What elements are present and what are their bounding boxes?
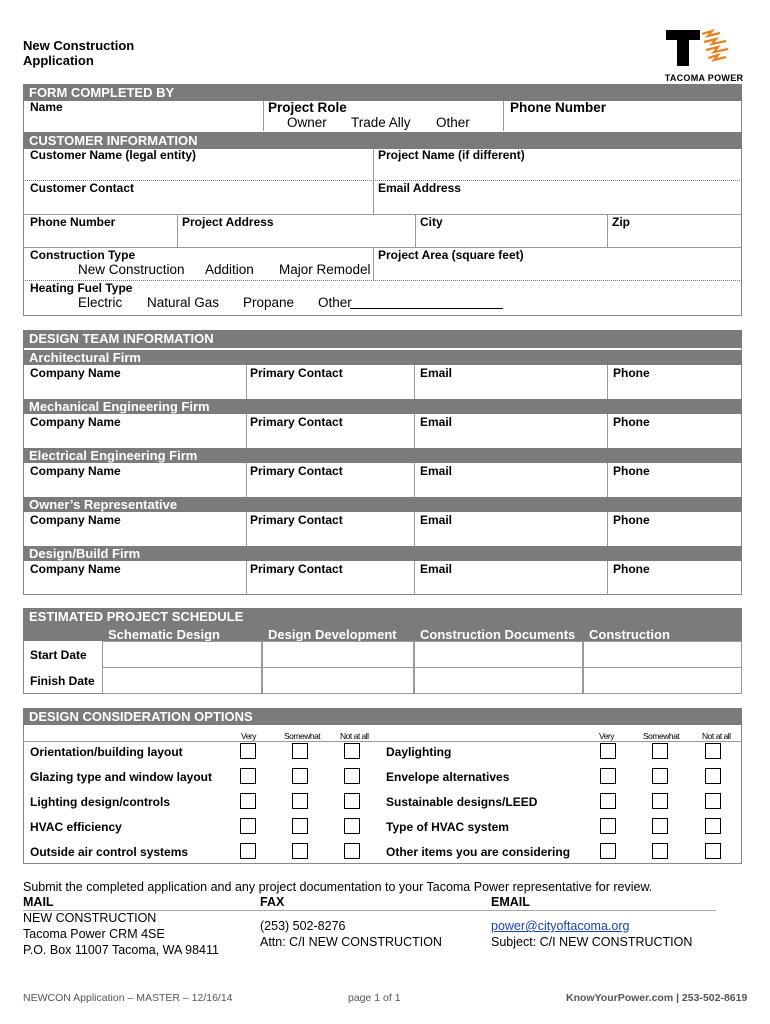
scale-somewhat-left: Somewhat bbox=[284, 731, 321, 741]
divider bbox=[607, 463, 608, 497]
fax-label: FAX bbox=[260, 895, 285, 909]
firm-primary-contact-label[interactable]: Primary Contact bbox=[250, 366, 343, 380]
fuel-other[interactable]: Other bbox=[318, 295, 352, 310]
option-left-label: Lighting design/controls bbox=[30, 795, 170, 809]
divider bbox=[414, 365, 415, 399]
checkbox-very[interactable] bbox=[600, 843, 616, 859]
form-completed-by-heading: FORM COMPLETED BY bbox=[23, 84, 742, 101]
form-title bbox=[23, 38, 134, 68]
footer-contact: KnowYourPower.com | 253-502-8619 bbox=[566, 992, 748, 1004]
checkbox-not-at-all[interactable] bbox=[344, 793, 360, 809]
divider bbox=[607, 365, 608, 399]
tacoma-power-logo bbox=[664, 28, 744, 83]
name-label[interactable]: Name bbox=[30, 100, 63, 114]
phone-number-label[interactable]: Phone Number bbox=[510, 100, 607, 115]
option-left-label: Outside air control systems bbox=[30, 845, 189, 859]
checkbox-very[interactable] bbox=[240, 818, 256, 834]
finish-construction-cell[interactable] bbox=[583, 667, 742, 694]
start-construction-documents-cell[interactable] bbox=[414, 641, 583, 668]
option-right-label: Type of HVAC system bbox=[386, 820, 509, 834]
divider bbox=[415, 214, 416, 247]
checkbox-very[interactable] bbox=[600, 743, 616, 759]
checkbox-very[interactable] bbox=[600, 793, 616, 809]
footer-page: page 1 of 1 bbox=[348, 992, 401, 1004]
fax-number: (253) 502-8276 bbox=[260, 919, 346, 933]
checkbox-somewhat[interactable] bbox=[652, 793, 668, 809]
firm-company-name-label[interactable]: Company Name bbox=[30, 415, 121, 429]
firm-phone-label[interactable]: Phone bbox=[613, 366, 650, 380]
start-schematic-cell[interactable] bbox=[102, 641, 262, 668]
mail-line-2: Tacoma Power CRM 4SE bbox=[23, 927, 165, 941]
design-team-heading: DESIGN TEAM INFORMATION bbox=[23, 330, 742, 348]
logo-t-bolt-icon bbox=[664, 28, 744, 68]
finish-construction-documents-cell[interactable] bbox=[414, 667, 583, 694]
schedule-col-construction: Construction bbox=[589, 627, 670, 642]
divider bbox=[246, 365, 247, 399]
firm-email-label[interactable]: Email bbox=[420, 464, 453, 478]
project-address-label[interactable]: Project Address bbox=[182, 215, 274, 229]
heating-fuel-label: Heating Fuel Type bbox=[30, 281, 133, 295]
firm-company-name-label[interactable]: Company Name bbox=[30, 366, 121, 380]
mail-line-1: NEW CONSTRUCTION bbox=[23, 911, 157, 925]
firm-heading: Design/Build Firm bbox=[23, 546, 742, 561]
divider bbox=[177, 214, 178, 247]
customer-phone-label[interactable]: Phone Number bbox=[30, 215, 116, 229]
divider bbox=[607, 512, 608, 546]
divider bbox=[246, 414, 247, 448]
firm-phone-label[interactable]: Phone bbox=[613, 415, 650, 429]
firm-heading: Electrical Engineering Firm bbox=[23, 448, 742, 463]
option-right-label: Sustainable designs/LEED bbox=[386, 795, 538, 809]
divider bbox=[373, 247, 374, 280]
option-right-label: Envelope alternatives bbox=[386, 770, 510, 784]
construction-new[interactable]: New Construction bbox=[78, 262, 185, 277]
checkbox-very[interactable] bbox=[600, 818, 616, 834]
checkbox-very[interactable] bbox=[600, 768, 616, 784]
checkbox-very[interactable] bbox=[240, 768, 256, 784]
checkbox-not-at-all[interactable] bbox=[344, 843, 360, 859]
start-construction-cell[interactable] bbox=[583, 641, 742, 668]
form-title-line2: Application bbox=[23, 53, 94, 68]
option-left-label: HVAC efficiency bbox=[30, 820, 122, 834]
firm-company-name-label[interactable]: Company Name bbox=[30, 464, 121, 478]
divider bbox=[414, 561, 415, 595]
firm-phone-label[interactable]: Phone bbox=[613, 513, 650, 527]
mail-label: MAIL bbox=[23, 895, 54, 909]
city-label[interactable]: City bbox=[420, 215, 443, 229]
firm-email-label[interactable]: Email bbox=[420, 415, 453, 429]
firm-heading: Mechanical Engineering Firm bbox=[23, 399, 742, 414]
construction-major-remodel[interactable]: Major Remodel bbox=[279, 262, 371, 277]
scale-very-right: Very bbox=[599, 731, 615, 741]
option-right-label: Daylighting bbox=[386, 745, 452, 759]
checkbox-not-at-all[interactable] bbox=[344, 818, 360, 834]
scale-not-at-all-left: Not at all bbox=[340, 731, 369, 741]
checkbox-very[interactable] bbox=[240, 743, 256, 759]
divider bbox=[246, 463, 247, 497]
scale-not-at-all-right: Not at all bbox=[702, 731, 731, 741]
schedule-col-design-development: Design Development bbox=[268, 627, 397, 642]
checkbox-not-at-all[interactable] bbox=[705, 793, 721, 809]
divider bbox=[373, 148, 374, 214]
fuel-natural-gas[interactable]: Natural Gas bbox=[147, 295, 220, 310]
firm-heading: Architectural Firm bbox=[23, 350, 742, 365]
option-right-label: Other items you are considering bbox=[386, 845, 571, 859]
divider bbox=[607, 214, 608, 247]
checkbox-somewhat[interactable] bbox=[652, 768, 668, 784]
fuel-electric[interactable]: Electric bbox=[78, 295, 123, 310]
checkbox-not-at-all[interactable] bbox=[705, 843, 721, 859]
schedule-heading: ESTIMATED PROJECT SCHEDULE bbox=[29, 609, 244, 624]
mail-line-3: P.O. Box 11007 Tacoma, WA 98411 bbox=[23, 943, 219, 957]
firm-company-name-label[interactable]: Company Name bbox=[30, 513, 121, 527]
divider bbox=[607, 414, 608, 448]
checkbox-not-at-all[interactable] bbox=[705, 818, 721, 834]
firm-email-label[interactable]: Email bbox=[420, 562, 453, 576]
fuel-propane[interactable]: Propane bbox=[243, 295, 295, 310]
checkbox-somewhat[interactable] bbox=[292, 818, 308, 834]
checkbox-not-at-all[interactable] bbox=[705, 768, 721, 784]
email-address-label[interactable]: Email Address bbox=[378, 181, 461, 195]
checkbox-somewhat[interactable] bbox=[292, 793, 308, 809]
email-label: EMAIL bbox=[491, 895, 530, 909]
divider bbox=[414, 414, 415, 448]
checkbox-very[interactable] bbox=[240, 793, 256, 809]
design-options-heading: DESIGN CONSIDERATION OPTIONS bbox=[23, 708, 742, 725]
project-role-label: Project Role bbox=[268, 100, 347, 115]
divider bbox=[23, 214, 742, 215]
checkbox-not-at-all[interactable] bbox=[705, 743, 721, 759]
finish-schematic-cell[interactable] bbox=[102, 667, 262, 694]
scale-very-left: Very bbox=[241, 731, 257, 741]
schedule-col-construction-documents: Construction Documents bbox=[420, 627, 576, 642]
divider bbox=[414, 463, 415, 497]
checkbox-very[interactable] bbox=[240, 843, 256, 859]
customer-name-label[interactable]: Customer Name (legal entity) bbox=[30, 148, 197, 162]
firm-primary-contact-label[interactable]: Primary Contact bbox=[250, 415, 343, 429]
checkbox-somewhat[interactable] bbox=[652, 843, 668, 859]
checkbox-somewhat[interactable] bbox=[292, 768, 308, 784]
zip-label[interactable]: Zip bbox=[612, 215, 630, 229]
divider bbox=[414, 512, 415, 546]
schedule-col-schematic: Schematic Design bbox=[108, 627, 220, 642]
project-area-label[interactable]: Project Area (square feet) bbox=[378, 248, 524, 262]
firm-primary-contact-label[interactable]: Primary Contact bbox=[250, 464, 343, 478]
fuel-other-line[interactable] bbox=[350, 308, 503, 309]
checkbox-somewhat[interactable] bbox=[292, 843, 308, 859]
role-trade-ally[interactable]: Trade Ally bbox=[351, 115, 411, 130]
checkbox-somewhat[interactable] bbox=[652, 743, 668, 759]
option-left-label: Orientation/building layout bbox=[30, 745, 183, 759]
role-owner[interactable]: Owner bbox=[287, 115, 327, 130]
construction-addition[interactable]: Addition bbox=[205, 262, 254, 277]
customer-contact-label[interactable]: Customer Contact bbox=[30, 181, 135, 195]
divider bbox=[607, 561, 608, 595]
divider bbox=[246, 512, 247, 546]
checkbox-somewhat[interactable] bbox=[292, 743, 308, 759]
scale-somewhat-right: Somewhat bbox=[643, 731, 680, 741]
email-link[interactable]: power@cityoftacoma.org bbox=[491, 919, 630, 933]
firm-email-label[interactable]: Email bbox=[420, 366, 453, 380]
divider bbox=[503, 101, 504, 131]
checkbox-not-at-all[interactable] bbox=[344, 768, 360, 784]
divider bbox=[246, 561, 247, 595]
project-name-label[interactable]: Project Name (if different) bbox=[378, 148, 525, 162]
finish-design-development-cell[interactable] bbox=[262, 667, 414, 694]
firm-heading: Owner’s Representative bbox=[23, 497, 742, 512]
role-other[interactable]: Other bbox=[436, 115, 470, 130]
firm-company-name-label[interactable]: Company Name bbox=[30, 562, 121, 576]
email-subject: Subject: C/I NEW CONSTRUCTION bbox=[491, 935, 693, 949]
divider bbox=[263, 101, 264, 131]
checkbox-not-at-all[interactable] bbox=[344, 743, 360, 759]
submit-instruction: Submit the completed application and any project documentation to your Tacoma Power representative for review. bbox=[23, 880, 653, 894]
firm-phone-label[interactable]: Phone bbox=[613, 464, 650, 478]
design-options-border bbox=[23, 708, 742, 864]
form-title-line1: New Construction bbox=[23, 38, 135, 53]
construction-type-label: Construction Type bbox=[30, 248, 136, 262]
start-design-development-cell[interactable] bbox=[262, 641, 414, 668]
firm-email-label[interactable]: Email bbox=[420, 513, 453, 527]
customer-information-heading: CUSTOMER INFORMATION bbox=[23, 132, 742, 149]
logo-text: TACOMA POWER bbox=[664, 73, 744, 83]
firm-primary-contact-label[interactable]: Primary Contact bbox=[250, 562, 343, 576]
divider bbox=[23, 741, 742, 742]
firm-phone-label[interactable]: Phone bbox=[613, 562, 650, 576]
firm-primary-contact-label[interactable]: Primary Contact bbox=[250, 513, 343, 527]
fax-attn: Attn: C/I NEW CONSTRUCTION bbox=[260, 935, 442, 949]
checkbox-somewhat[interactable] bbox=[652, 818, 668, 834]
finish-date-label: Finish Date bbox=[30, 674, 95, 688]
option-left-label: Glazing type and window layout bbox=[30, 770, 213, 784]
footer-doc-id: NEWCON Application – MASTER – 12/16/14 bbox=[23, 992, 233, 1004]
start-date-label: Start Date bbox=[30, 648, 87, 662]
